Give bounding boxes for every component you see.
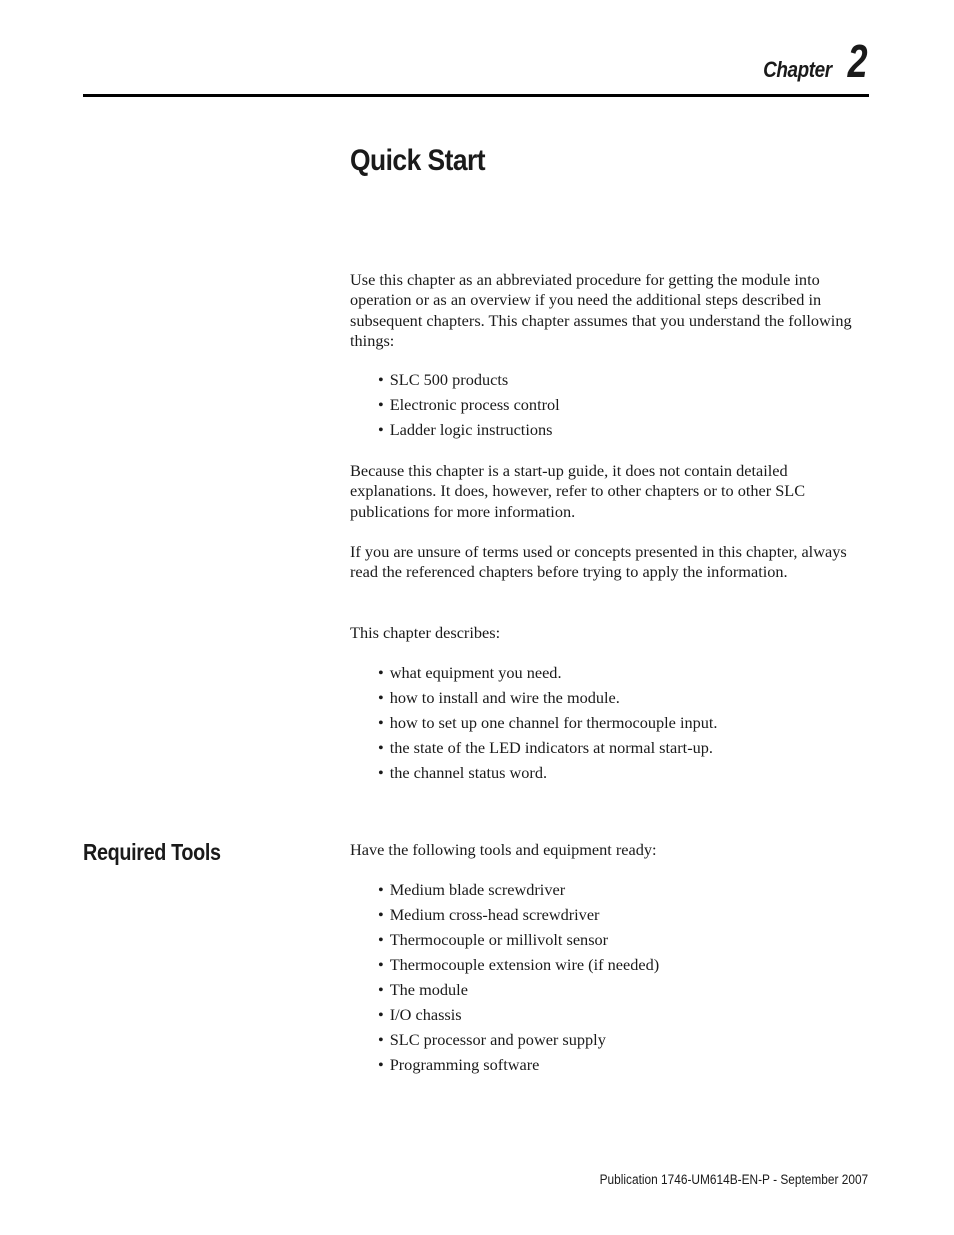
bullet-icon: • (378, 663, 384, 682)
unsure-paragraph: If you are unsure of terms used or concepts presented in this chapter, always read the referenced chapters before trying to apply the information. (350, 542, 847, 582)
list-item: • what equipment you need. (378, 663, 562, 682)
list-item: • I/O chassis (378, 1005, 462, 1024)
bullet-icon: • (378, 763, 384, 782)
guide-paragraph: Because this chapter is a start-up guide, it does not contain detailed explanations. It does, however, refer to other chapters or to other SLC publications for more information. (350, 461, 806, 521)
list-item: • the channel status word. (378, 763, 548, 782)
chapter-number: 2 (848, 35, 868, 87)
bullet-icon: • (378, 905, 384, 924)
bullet-icon: • (378, 880, 384, 899)
chapter-label: Chapter (763, 57, 832, 82)
publication-footer: Publication 1746-UM614B-EN-P - September 2007 (599, 1172, 868, 1187)
bullet-icon: • (378, 1030, 384, 1049)
bullet-icon: • (378, 370, 384, 389)
list-item: • SLC 500 products (378, 370, 509, 389)
prerequisites-list (378, 370, 560, 445)
bullet-icon: • (378, 420, 384, 439)
list-item: • Programming software (378, 1055, 540, 1074)
bullet-icon: • (378, 738, 384, 757)
page-title: Quick Start (350, 144, 486, 177)
bullet-icon: • (378, 713, 384, 732)
bullet-icon: • (378, 1055, 384, 1074)
bullet-icon: • (378, 980, 384, 999)
list-item: • Thermocouple or millivolt sensor (378, 930, 609, 949)
list-item: • Medium cross-head screwdriver (378, 905, 600, 924)
list-item: • Thermocouple extension wire (if needed) (378, 955, 660, 974)
describes-paragraph: This chapter describes: (350, 623, 501, 642)
describes-list (378, 663, 718, 788)
required-tools-paragraph: Have the following tools and equipment ready: (350, 840, 657, 859)
list-item: • Electronic process control (378, 395, 560, 414)
list-item: • The module (378, 980, 468, 999)
bullet-icon: • (378, 688, 384, 707)
bullet-icon: • (378, 955, 384, 974)
list-item: • Ladder logic instructions (378, 420, 553, 439)
list-item: • SLC processor and power supply (378, 1030, 606, 1049)
bullet-icon: • (378, 930, 384, 949)
bullet-icon: • (378, 395, 384, 414)
list-item: • how to set up one channel for thermocouple input. (378, 713, 718, 732)
required-tools-list (378, 880, 659, 1080)
list-item: • the state of the LED indicators at normal start-up. (378, 738, 713, 757)
chapter-header (752, 34, 868, 88)
intro-paragraph: Use this chapter as an abbreviated procedure for getting the module into operation or as an overview if you need the additional steps described in subsequent chapters. This chapter assumes that you understand the following things: (350, 270, 852, 350)
header-rule (83, 94, 869, 97)
section-heading-required-tools: Required Tools (83, 839, 221, 865)
list-item: • how to install and wire the module. (378, 688, 620, 707)
list-item: • Medium blade screwdriver (378, 880, 566, 899)
bullet-icon: • (378, 1005, 384, 1024)
